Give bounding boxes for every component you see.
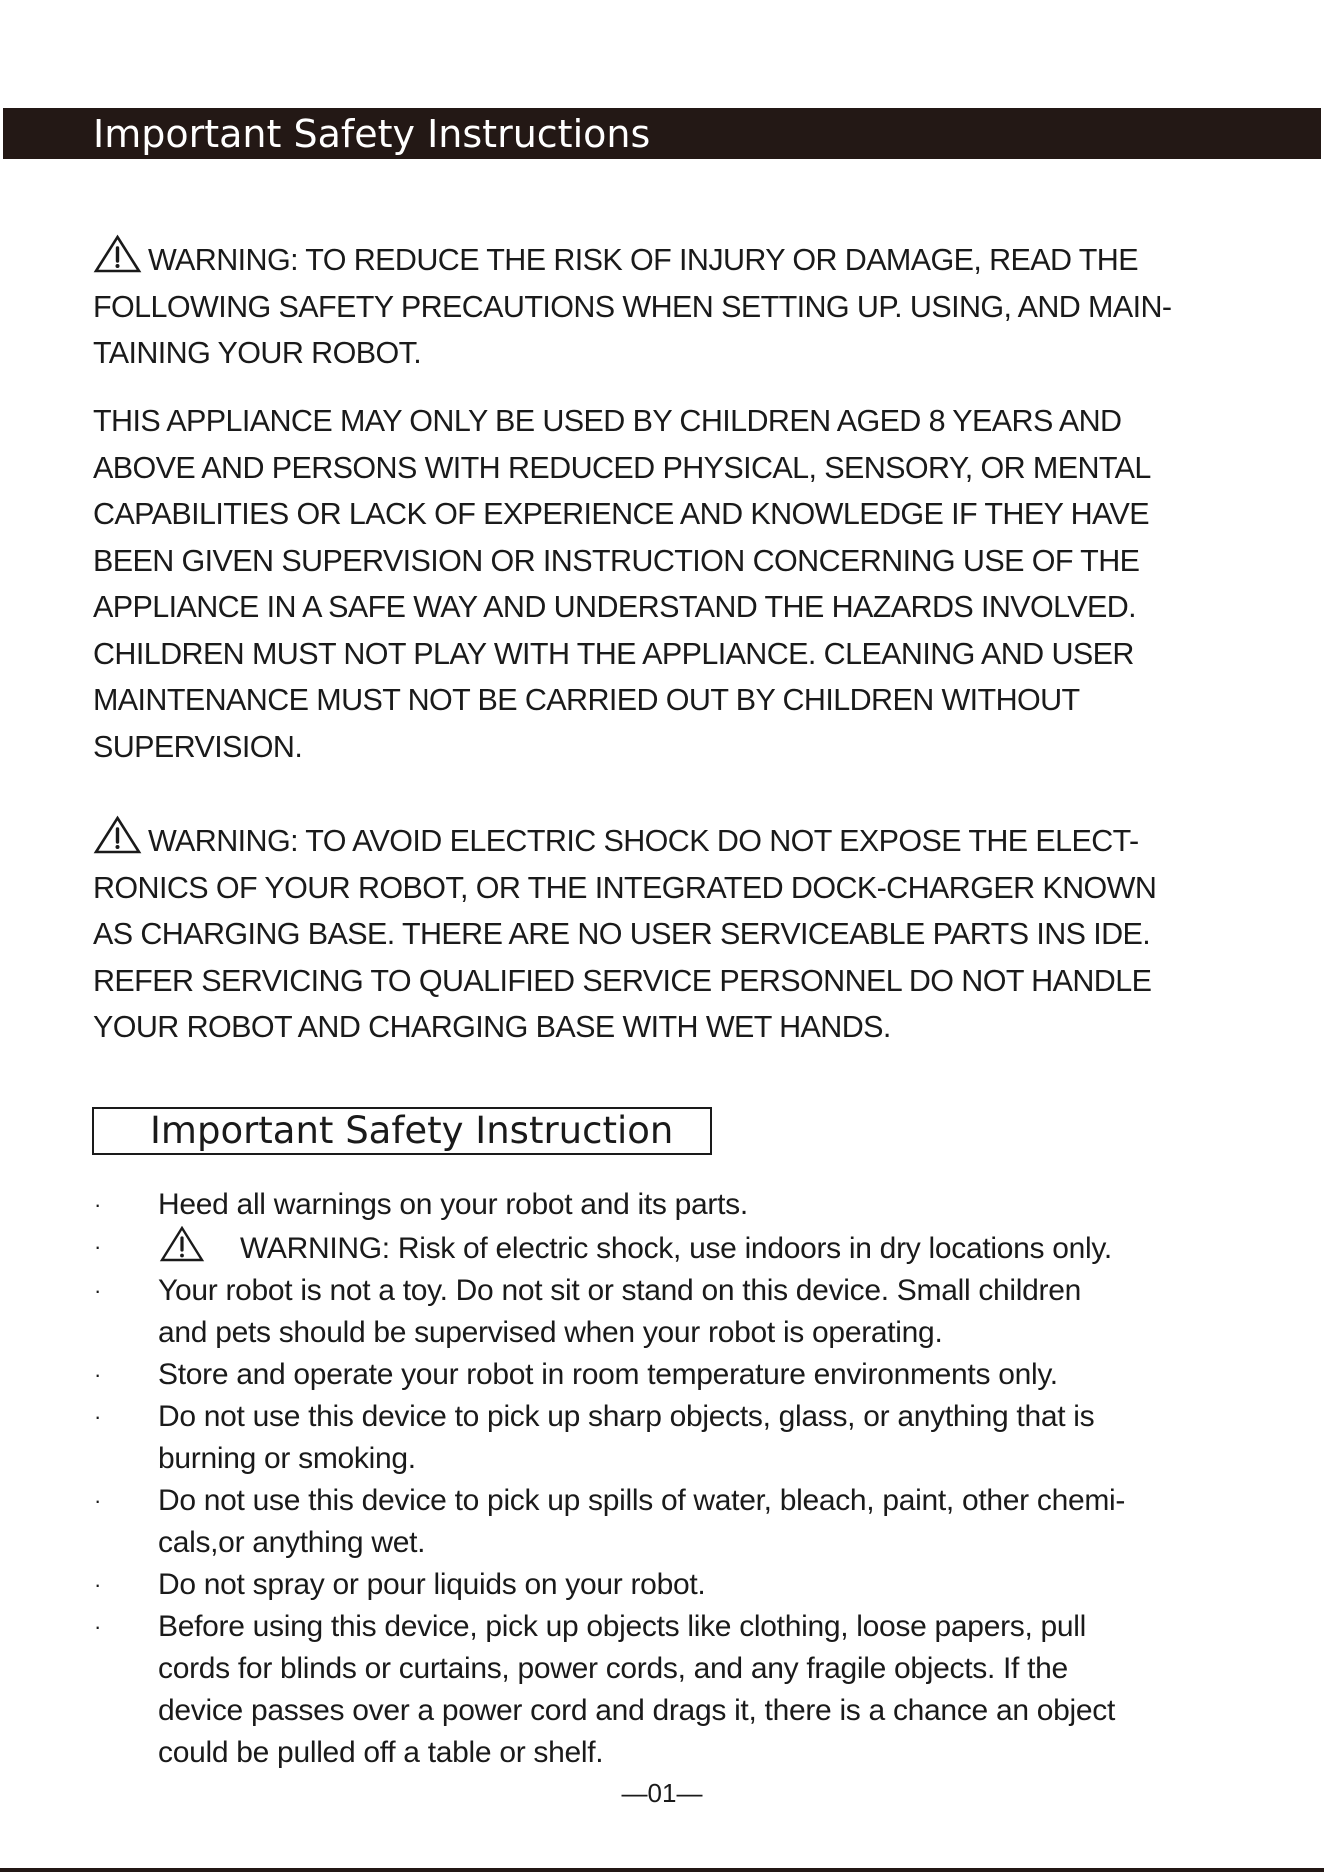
notice-line: CHILDREN MUST NOT PLAY WITH THE APPLIANCE. CLEANING AND USER	[93, 636, 1134, 671]
section-title: Important Safety Instruction	[150, 1109, 674, 1152]
bullet-marker: ·	[94, 1404, 102, 1429]
warning-line: RONICS OF YOUR ROBOT, OR THE INTEGRATED DOCK-CHARGER KNOWN	[93, 870, 1157, 905]
notice-line: SUPERVISION.	[93, 729, 303, 764]
list-item-line	[158, 1226, 1272, 1270]
warning-line-text: WARNING: TO REDUCE THE RISK OF INJURY OR DAMAGE, READ THE	[148, 243, 1138, 277]
warning-reduce-risk	[93, 234, 1273, 377]
list-item-line: Do not use this device to pick up sharp objects, glass, or anything that is	[158, 1400, 1095, 1433]
list-item	[92, 1396, 1272, 1480]
list-item	[92, 1564, 1272, 1606]
notice-line: THIS APPLIANCE MAY ONLY BE USED BY CHILDREN AGED 8 YEARS AND	[93, 404, 1122, 438]
list-item-line: Your robot is not a toy. Do not sit or stand on this device. Small children	[158, 1274, 1081, 1307]
warning-line: AS CHARGING BASE. THERE ARE NO USER SERVICEABLE PARTS INS IDE.	[93, 917, 1151, 951]
list-item-line: cals,or anything wet.	[158, 1526, 426, 1559]
page-number: —01—	[621, 1778, 703, 1808]
notice-line: MAINTENANCE MUST NOT BE CARRIED OUT BY CHILDREN WITHOUT	[93, 683, 1080, 717]
notice-line: ABOVE AND PERSONS WITH REDUCED PHYSICAL, SENSORY, OR MENTAL	[93, 450, 1151, 485]
warning-line-text: WARNING: TO AVOID ELECTRIC SHOCK DO NOT EXPOSE THE ELECT-	[148, 824, 1139, 858]
warning-line	[93, 815, 1273, 865]
bullet-marker: ·	[94, 1488, 102, 1513]
bottom-rule	[0, 1868, 1324, 1872]
list-item	[92, 1606, 1272, 1774]
bullet-marker: ·	[94, 1362, 102, 1387]
notice-line: APPLIANCE IN A SAFE WAY AND UNDERSTAND THE HAZARDS INVOLVED.	[93, 590, 1137, 624]
bullet-marker: ·	[94, 1192, 102, 1217]
header-bar	[3, 108, 1321, 159]
warning-line: REFER SERVICING TO QUALIFIED SERVICE PERSONNEL DO NOT HANDLE	[93, 963, 1152, 998]
notice-line: BEEN GIVEN SUPERVISION OR INSTRUCTION CONCERNING USE OF THE	[93, 543, 1140, 578]
list-item-line: Do not use this device to pick up spills of water, bleach, paint, other chemi-	[158, 1484, 1126, 1517]
warning-line: FOLLOWING SAFETY PRECAUTIONS WHEN SETTING UP. USING, AND MAIN-	[93, 289, 1172, 324]
warning-electric-shock	[93, 815, 1273, 1051]
list-item-line: device passes over a power cord and drags it, there is a chance an object	[158, 1694, 1115, 1727]
list-item	[92, 1270, 1272, 1354]
warning-triangle-icon	[93, 815, 142, 855]
safety-bullet-list	[92, 1184, 1272, 1774]
list-item-line: Heed all warnings on your robot and its parts.	[158, 1188, 748, 1221]
list-item-line: cords for blinds or curtains, power cords, and any fragile objects. If the	[158, 1652, 1068, 1685]
list-item	[92, 1354, 1272, 1396]
warning-line: YOUR ROBOT AND CHARGING BASE WITH WET HANDS.	[93, 1010, 891, 1044]
bullet-marker: ·	[94, 1572, 102, 1597]
bullet-marker: ·	[94, 1614, 102, 1639]
list-item	[92, 1480, 1272, 1564]
bullet-marker: ·	[94, 1278, 102, 1303]
list-item-text: WARNING: Risk of electric shock, use indoors in dry locations only.	[240, 1232, 1112, 1265]
list-item	[92, 1226, 1272, 1270]
notice-line: CAPABILITIES OR LACK OF EXPERIENCE AND KNOWLEDGE IF THEY HAVE	[93, 497, 1150, 531]
list-item-line: and pets should be supervised when your robot is operating.	[158, 1316, 943, 1349]
list-item-line: Do not spray or pour liquids on your robot.	[158, 1568, 706, 1601]
warning-line	[93, 234, 1273, 284]
list-item-line: could be pulled off a table or shelf.	[158, 1736, 604, 1769]
list-item-line: burning or smoking.	[158, 1442, 416, 1475]
page-title: Important Safety Instructions	[93, 112, 651, 156]
list-item-line: Before using this device, pick up objects like clothing, loose papers, pull	[158, 1610, 1087, 1643]
warning-triangle-icon	[93, 234, 142, 274]
warning-triangle-icon	[158, 1226, 206, 1262]
section-title-box	[92, 1107, 712, 1155]
list-item	[92, 1184, 1272, 1226]
warning-line: TAINING YOUR ROBOT.	[93, 336, 422, 370]
bullet-marker: ·	[94, 1234, 102, 1259]
list-item-line: Store and operate your robot in room temperature environments only.	[158, 1358, 1058, 1391]
appliance-notice	[93, 398, 1273, 770]
